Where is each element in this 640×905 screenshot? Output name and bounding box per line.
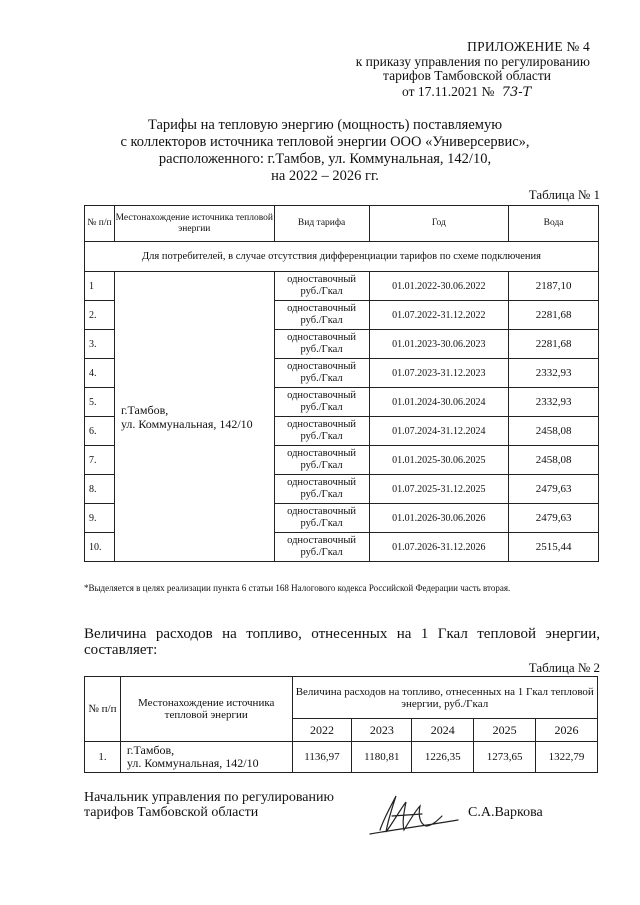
location-line: ул. Коммунальная, 142/10: [120, 416, 253, 431]
tariff-type: [274, 417, 369, 446]
table2-label: Таблица № 2: [528, 660, 600, 675]
tariff-type-line: одноставочный: [287, 274, 357, 285]
tariff-type-line: одноставочный: [287, 506, 357, 517]
water-tariff-value: 2332,93: [509, 388, 599, 417]
order-date-line: [402, 85, 531, 100]
water-tariff-value: 2458,08: [509, 417, 599, 446]
fuel-cost-value: 1322,79: [536, 742, 598, 773]
order-date: от 17.11.2021 №: [402, 84, 495, 99]
header-year: 2023: [352, 719, 412, 742]
header-year: 2025: [474, 719, 536, 742]
header-year: 2024: [412, 719, 474, 742]
tariff-unit-line: руб./Гкал: [300, 460, 343, 471]
appendix-subtitle-line-1: к приказу управления по регулированию: [355, 54, 590, 69]
tariff-type: [274, 446, 369, 475]
water-tariff-value: 2515,44: [509, 533, 599, 562]
row-num: 9.: [85, 504, 115, 533]
location-line: ул. Коммунальная, 142/10: [126, 756, 259, 770]
tariff-type: [274, 388, 369, 417]
tariff-period: 01.01.2025-30.06.2025: [369, 446, 509, 475]
water-tariff-value: 2281,68: [509, 330, 599, 359]
table-row: [85, 272, 599, 301]
tariff-unit-line: руб./Гкал: [300, 402, 343, 413]
header-location: Местонахождение источника тепловой энергии: [120, 677, 292, 742]
tariff-type: [274, 533, 369, 562]
row-num: 8.: [85, 475, 115, 504]
tariff-period: 01.07.2024-31.12.2024: [369, 417, 509, 446]
title-line: с коллекторов источника тепловой энергии ООО «Универсервис»,: [120, 134, 530, 150]
row-num: 6.: [85, 417, 115, 446]
location-line: г.Тамбов,: [120, 402, 169, 417]
row-num: 3.: [85, 330, 115, 359]
fuel-cost-value: 1273,65: [474, 742, 536, 773]
tariff-unit-line: руб./Гкал: [300, 431, 343, 442]
table-header-row: [85, 677, 598, 719]
tariff-period: 01.01.2022-30.06.2022: [369, 272, 509, 301]
row-num: 7.: [85, 446, 115, 475]
signatory-position-line-1: Начальник управления по регулированию: [84, 790, 334, 805]
tariff-table: [84, 205, 599, 562]
tariff-type: [274, 475, 369, 504]
table-row: [85, 742, 598, 773]
header-fuel-cost-group: Величина расходов на топливо, отнесенных на 1 Гкал тепловой энергии, руб./Гкал: [292, 677, 597, 719]
header-num: № п/п: [85, 206, 115, 242]
consumer-subheader: Для потребителей, в случае отсутствия дифференциации тарифов по схеме подключения: [85, 242, 599, 272]
tariff-type-line: одноставочный: [287, 448, 357, 459]
tariff-unit-line: руб./Гкал: [300, 489, 343, 500]
tariff-period: 01.07.2022-31.12.2022: [369, 301, 509, 330]
fuel-cost-paragraph: Величина расходов на топливо, отнесенных на 1 Гкал тепловой энергии, составляет:: [84, 626, 600, 658]
header-year: 2026: [536, 719, 598, 742]
appendix-subtitle-line-2: тарифов Тамбовской области: [383, 68, 551, 83]
tariff-type-line: одноставочный: [287, 477, 357, 488]
water-tariff-value: 2187,10: [509, 272, 599, 301]
header-tariff-type: Вид тарифа: [274, 206, 369, 242]
tariff-type: [274, 330, 369, 359]
tariff-unit-line: руб./Гкал: [300, 547, 343, 558]
tariff-period: 01.07.2023-31.12.2023: [369, 359, 509, 388]
fuel-cost-value: 1136,97: [292, 742, 352, 773]
header-year: Год: [369, 206, 509, 242]
header-location: Местонахождение источника тепловой энергии: [114, 206, 274, 242]
header-year: 2022: [292, 719, 352, 742]
tariff-type: [274, 301, 369, 330]
tariff-period: 01.01.2023-30.06.2023: [369, 330, 509, 359]
tariff-type-line: одноставочный: [287, 361, 357, 372]
source-location: [114, 272, 274, 562]
signatory-name: С.А.Варкова: [468, 805, 543, 820]
water-tariff-value: 2479,63: [509, 475, 599, 504]
water-tariff-value: 2458,08: [509, 446, 599, 475]
location-line: г.Тамбов,: [126, 743, 175, 757]
signatory-position-line-2: тарифов Тамбовской области: [84, 805, 259, 820]
tariff-unit-line: руб./Гкал: [300, 518, 343, 529]
fuel-cost-value: 1180,81: [352, 742, 412, 773]
fuel-cost-table: [84, 676, 598, 773]
tariff-period: 01.07.2025-31.12.2025: [369, 475, 509, 504]
title-line: Тарифы на тепловую энергию (мощность) поставляемую: [147, 117, 503, 133]
tariff-period: 01.07.2026-31.12.2026: [369, 533, 509, 562]
title-line: на 2022 – 2026 гг.: [271, 168, 379, 184]
tariff-type-line: одноставочный: [287, 303, 357, 314]
tariff-unit-line: руб./Гкал: [300, 373, 343, 384]
tariff-type: [274, 359, 369, 388]
header-water: Вода: [509, 206, 599, 242]
source-location: [120, 742, 292, 773]
water-tariff-value: 2281,68: [509, 301, 599, 330]
order-number-handwritten: 73-Т: [501, 85, 532, 100]
row-num: 1.: [85, 742, 121, 773]
tariff-type-line: одноставочный: [287, 535, 357, 546]
table-subheader-row: [85, 242, 599, 272]
tariff-type-line: одноставочный: [287, 332, 357, 343]
tariff-unit-line: руб./Гкал: [300, 344, 343, 355]
document-title: [60, 117, 590, 185]
row-num: 5.: [85, 388, 115, 417]
header-num: № п/п: [85, 677, 121, 742]
title-line: расположенного: г.Тамбов, ул. Коммунальная, 142/10,: [158, 151, 492, 167]
row-num: 4.: [85, 359, 115, 388]
tariff-period: 01.01.2026-30.06.2026: [369, 504, 509, 533]
water-tariff-value: 2479,63: [509, 504, 599, 533]
handwritten-signature: [362, 790, 462, 840]
fuel-cost-value: 1226,35: [412, 742, 474, 773]
tariff-period: 01.01.2024-30.06.2024: [369, 388, 509, 417]
table1-footnote: *Выделяется в целях реализации пункта 6 статьи 168 Налогового кодекса Российской Федерации часть вторая.: [84, 583, 511, 593]
water-tariff-value: 2332,93: [509, 359, 599, 388]
table-header-row: [85, 206, 599, 242]
table1-label: Таблица № 1: [528, 187, 600, 202]
tariff-unit-line: руб./Гкал: [300, 315, 343, 326]
tariff-type-line: одноставочный: [287, 390, 357, 401]
tariff-type: [274, 272, 369, 301]
tariff-type-line: одноставочный: [287, 419, 357, 430]
appendix-title: ПРИЛОЖЕНИЕ № 4: [467, 39, 590, 54]
row-num: 10.: [85, 533, 115, 562]
tariff-unit-line: руб./Гкал: [300, 286, 343, 297]
tariff-type: [274, 504, 369, 533]
row-num: 2.: [85, 301, 115, 330]
row-num: 1: [85, 272, 115, 301]
